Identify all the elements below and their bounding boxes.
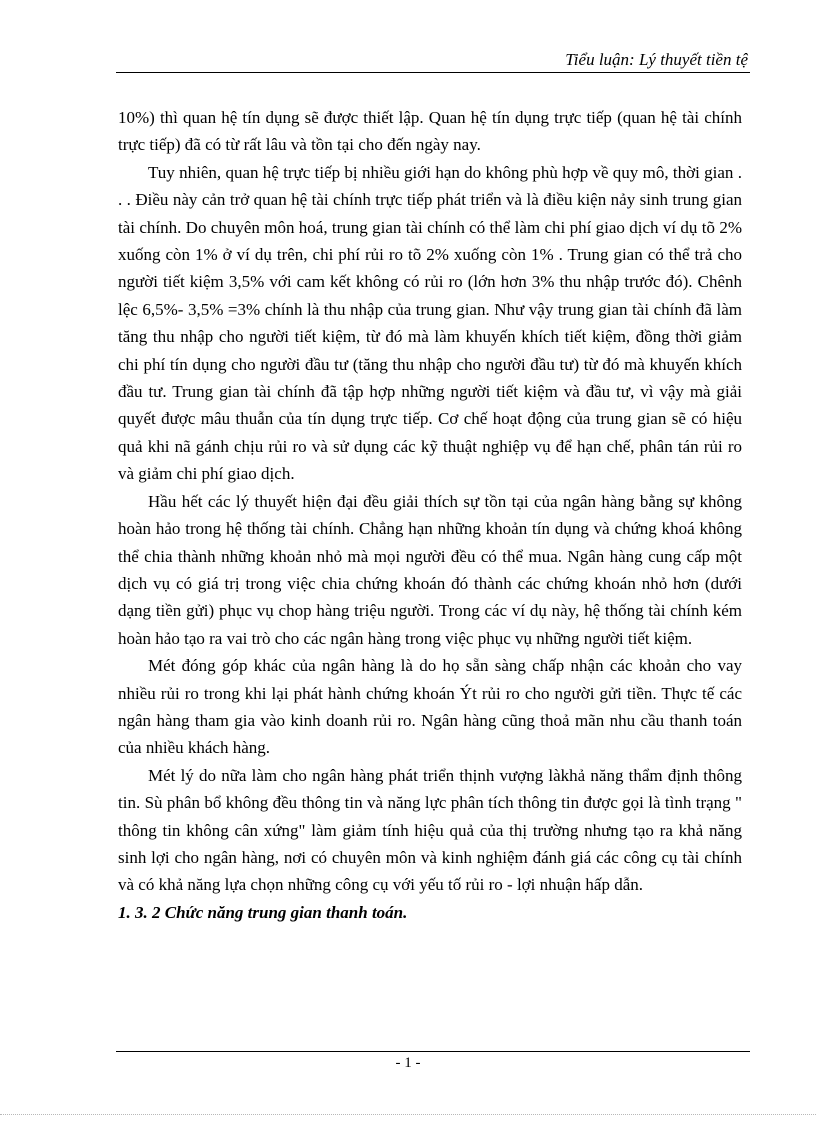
footer-rule — [116, 1051, 750, 1052]
header-rule — [116, 72, 750, 73]
page-bottom-edge — [0, 1114, 816, 1115]
paragraph-4: Mét đóng góp khác của ngân hàng là do họ sẵn sàng chấp nhận các khoản cho vay nhiều rủi ro trong khi lại phát hành chứng khoán Ýt rủi ro cho người gửi tiền. Thực tế các ngân hàng tham gia vào kinh doanh rủi ro. Ngân hàng cũng thoả mãn nhu cầu thanh toán của nhiều khách hàng. — [118, 656, 742, 758]
header-title: Tiểu luận: Lý thuyết tiền tệ — [565, 50, 748, 69]
page-number: - 1 - — [395, 1055, 421, 1071]
body-text — [118, 104, 742, 926]
paragraph-2: Tuy nhiên, quan hệ trực tiếp bị nhiều giới hạn do không phù hợp về quy mô, thời gian . . . Điều này cản trở quan hệ tài chính trực tiếp phát triển và là điều kiện nảy sinh trung gian tài chính. Do chuyên môn hoá, trung gian tài chính có thể làm chi phí giao dịch ví dụ tõ 2% xuống còn 1% ở ví dụ trên, chi phí rủi ro tõ 2% xuống còn 1% . Trung gian có thể trả cho người tiết kiệm 3,5% với cam kết không có rủi ro (lớn hơn 3% thu nhập trước đó). Chênh lệc 6,5%- 3,5% =3% chính là thu nhập của trung gian. Như vậy trung gian tài chính đã làm tăng thu nhập cho người tiết kiệm, từ đó mà làm khuyến khích tiết kiệm, đồng thời giảm chi phí tín dụng cho người đầu tư (tăng thu nhập cho người đầu tư) từ đó mà khuyến khích đầu tư. Trung gian tài chính đã tập hợp những người tiết kiệm và đầu tư, vì vậy mà giải quyết được mâu thuẫn của tín dụng trực tiếp. Cơ chế hoạt động của trung gian sẽ có hiệu quả khi nã gánh chịu rủi ro và sử dụng các kỹ thuật nghiệp vụ để hạn chế, phân tán rủi ro và giảm chi phí giao dịch. — [118, 162, 742, 484]
paragraph-1: 10%) thì quan hệ tín dụng sẽ được thiết lập. Quan hệ tín dụng trực tiếp (quan hệ tài chính trực tiếp) đã có từ rất lâu và tồn tại cho đến ngày nay. — [118, 108, 742, 155]
section-heading: 1. 3. 2 Chức năng trung gian thanh toán. — [118, 902, 408, 922]
paragraph-5: Mét lý do nữa làm cho ngân hàng phát triển thịnh vượng làkhả năng thẩm định thông tin. Sù phân bổ không đều thông tin và năng lực phân tích thông tin được gọi là tình trạng " thông tin không cân xứng" làm giảm tính hiệu quả của thị trường nhưng tạo ra khả năng sinh lợi cho ngân hàng, nơi có chuyên môn và kinh nghiệm đánh giá các công cụ tài chính và có khả năng lựa chọn những công cụ với yếu tố rủi ro - lợi nhuận hấp dẫn. — [118, 765, 742, 895]
paragraph-3: Hầu hết các lý thuyết hiện đại đều giải thích sự tồn tại của ngân hàng bằng sự không hoàn hảo trong hệ thống tài chính. Chẳng hạn những khoản tín dụng và chứng khoá không thể chia thành những khoản nhỏ mà mọi người đều có thể mua. Ngân hàng cung cấp một dịch vụ có giá trị trong việc chia chứng khoán đó thành các chứng khoán nhỏ hơn (dưới dạng tiền gửi) phục vụ chop hàng triệu người. Trong các ví dụ này, hệ thống tài chính kém hoàn hảo tạo ra vai trò cho các ngân hàng trong việc phục vụ những người tiết kiệm. — [118, 491, 742, 648]
